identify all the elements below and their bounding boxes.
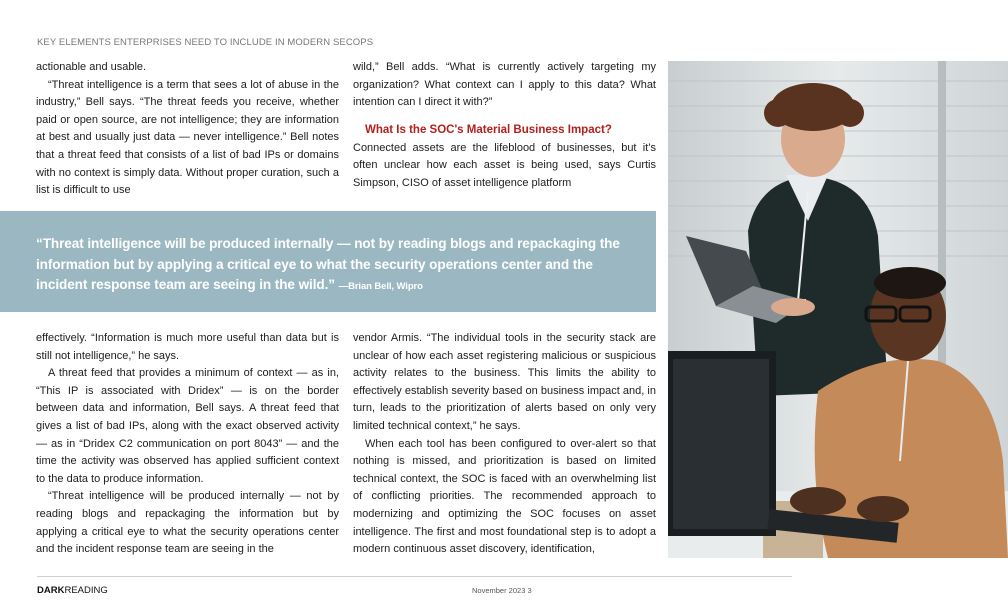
pull-quote-text: “Threat intelligence will be produced internally — not by reading blogs and repackaging the information but by applying a critical eye to what the security operations center and the incident response team are seeing in the wild.”: [36, 236, 620, 292]
running-header: KEY ELEMENTS ENTERPRISES NEED TO INCLUDE IN MODERN SECOPS: [37, 37, 374, 48]
paragraph: vendor Armis. “The individual tools in the security stack are unclear of how each asset registering malicious or suspicious activity relates to the business. This limits the ability to effectively establish severity based on business impact and, in turn, leads to the prioritization of alerts based on only very limited technical context,” he says.: [353, 332, 656, 432]
paragraph: Connected assets are the lifeblood of businesses, but it’s often unclear how each asset is being used, says Curtis Simpson, CISO of asset intelligence platform: [353, 141, 656, 189]
paragraph: “Threat intelligence is a term that sees a lot of abuse in the industry,” Bell says. “The threat feeds you receive, whether paid or open source, are not intelligence; they are information at best and usually just data — never intelligence.” Bell notes that a threat feed that consists of a list of bad IPs or domains with no context is simply data. Without proper curation, such a list is difficult to use: [36, 78, 339, 197]
pull-quote-attribution: —Brian Bell, Wipro: [338, 281, 423, 292]
page-info: November 2023 3: [472, 586, 532, 595]
section-heading: What Is the SOC's Material Business Impact?: [365, 123, 612, 136]
footer-divider: [37, 576, 792, 577]
pull-quote: [36, 234, 636, 298]
paragraph: “Threat intelligence will be produced internally — not by reading blogs and repackaging the information but by applying a critical eye to what the security operations center and the incident response team are seeing in the: [36, 490, 339, 556]
brand-logo-light: READING: [64, 585, 108, 596]
office-photo: [668, 61, 1008, 558]
column-1-top: [36, 59, 339, 200]
column-2-bottom: [353, 330, 656, 559]
paragraph: wild,” Bell adds. “What is currently actively targeting my organization? What context can I apply to this data? What intention can I direct it with?”: [353, 61, 656, 109]
paragraph: actionable and usable.: [36, 61, 147, 73]
paragraph: When each tool has been configured to over-alert so that nothing is missed, and prioritization is based on limited technical context, the SOC is faced with an overwhelming list of conflicting priorities. The recommended approach to modernizing and optimizing the SOC focuses on asset intelligence. The first and most foundational step is to adopt a modern continuous asset discovery, identification,: [353, 437, 656, 556]
photo-illustration: [668, 61, 1008, 558]
brand-logo: [37, 585, 108, 596]
column-1-bottom: [36, 330, 339, 559]
paragraph: effectively. “Information is much more useful than data but is still not intelligence,” he says.: [36, 332, 339, 362]
pull-quote-box: [0, 211, 656, 312]
paragraph: A threat feed that provides a minimum of context — as in, “This IP is associated with Dridex” — is on the border between data and information, Bell says. A threat feed that gives a list of bad IPs, along with the exact observed activity — as in “Dridex C2 communication on port 8043” — and the time the activity was observed has applied sufficient context to the data to produce information.: [36, 367, 339, 485]
brand-logo-bold: DARK: [37, 585, 65, 596]
column-2-top: [353, 59, 656, 193]
